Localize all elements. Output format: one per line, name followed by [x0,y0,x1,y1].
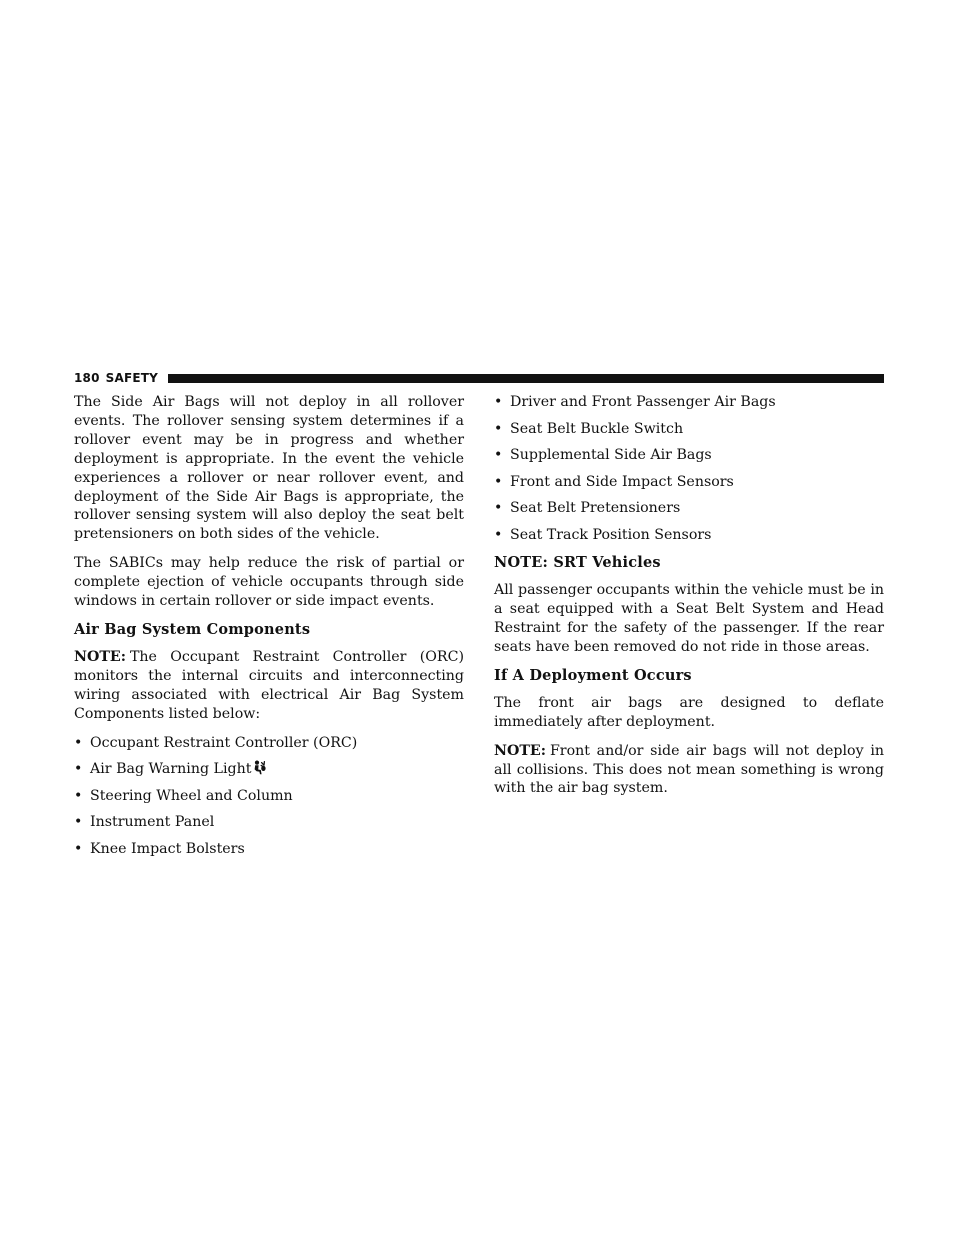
list-item: • Occupant Restraint Controller (ORC) [74,734,358,751]
orc-note [74,648,464,724]
list-item: • Instrument Panel [74,814,215,830]
note-text: Front and/or side air bags will not deploy in all collisions. This does not mean something is wrong with the air bag system. [494,742,884,797]
bullet: • [74,814,83,830]
list-item: • Knee Impact Bolsters [74,840,245,857]
bullet: • [494,447,503,463]
airbag-warning-icon [252,760,266,775]
note-label: NOTE: [494,742,546,759]
collision-note [494,742,884,799]
components-list [74,734,464,859]
bullet: • [494,473,503,490]
list-item: • Supplemental Side Air Bags [494,447,712,463]
page-number: 180 [74,371,100,385]
bullet: • [74,787,83,804]
bullet: • [74,840,83,857]
right-column [494,393,884,808]
components-list-continued [494,393,884,544]
list-item: • Steering Wheel and Column [74,787,293,804]
deployment-heading: If A Deployment Occurs [494,666,692,684]
rollover-paragraph: The Side Air Bags will not deploy in all rollover events. The rollover sensing system determines if a rollover event may be in progress and whether deployment is appropriate. In the event the vehicle experiences a rollover or near rollover event, and deployment of the Side Air Bags is appropriate, the rollover sensing system will also deploy the seat belt pretensioners on both sides of the vehicle. [74,394,464,543]
left-column [74,393,464,868]
list-item: • Driver and Front Passenger Air Bags [494,394,776,410]
bullet: • [74,761,83,777]
list-item: • Seat Track Position Sensors [494,526,712,543]
page-header [74,371,884,385]
list-item: • Seat Belt Buckle Switch [494,420,684,437]
srt-note-paragraph: All passenger occupants within the vehicle must be in a seat equipped with a Seat Belt System and Head Restraint for the safety of the passenger. If the rear seats have been removed do not ride in those areas. [494,582,884,656]
components-heading: Air Bag System Components [74,620,311,638]
note-label: NOTE: [74,648,126,665]
section-title: SAFETY [105,371,159,385]
srt-note-heading: NOTE: SRT Vehicles [494,554,661,572]
bullet: • [494,526,503,543]
list-item: • Front and Side Impact Sensors [494,473,734,490]
bullet: • [494,500,503,516]
bullet: • [74,734,83,751]
header-rule [168,374,884,383]
note-text: The Occupant Restraint Controller (ORC) monitors the internal circuits and interconnecting wiring associated with electrical Air Bag System Components listed below: [74,648,464,722]
deflate-paragraph: The front air bags are designed to deflate immediately after deployment. [494,694,884,730]
bullet: • [494,420,503,437]
bullet: • [494,394,503,410]
list-item: • Seat Belt Pretensioners [494,500,681,516]
list-item: • Air Bag Warning Light [74,760,464,779]
sabic-paragraph: The SABICs may help reduce the risk of partial or complete ejection of vehicle occupants through side windows in certain rollover or side impact events. [74,555,464,610]
